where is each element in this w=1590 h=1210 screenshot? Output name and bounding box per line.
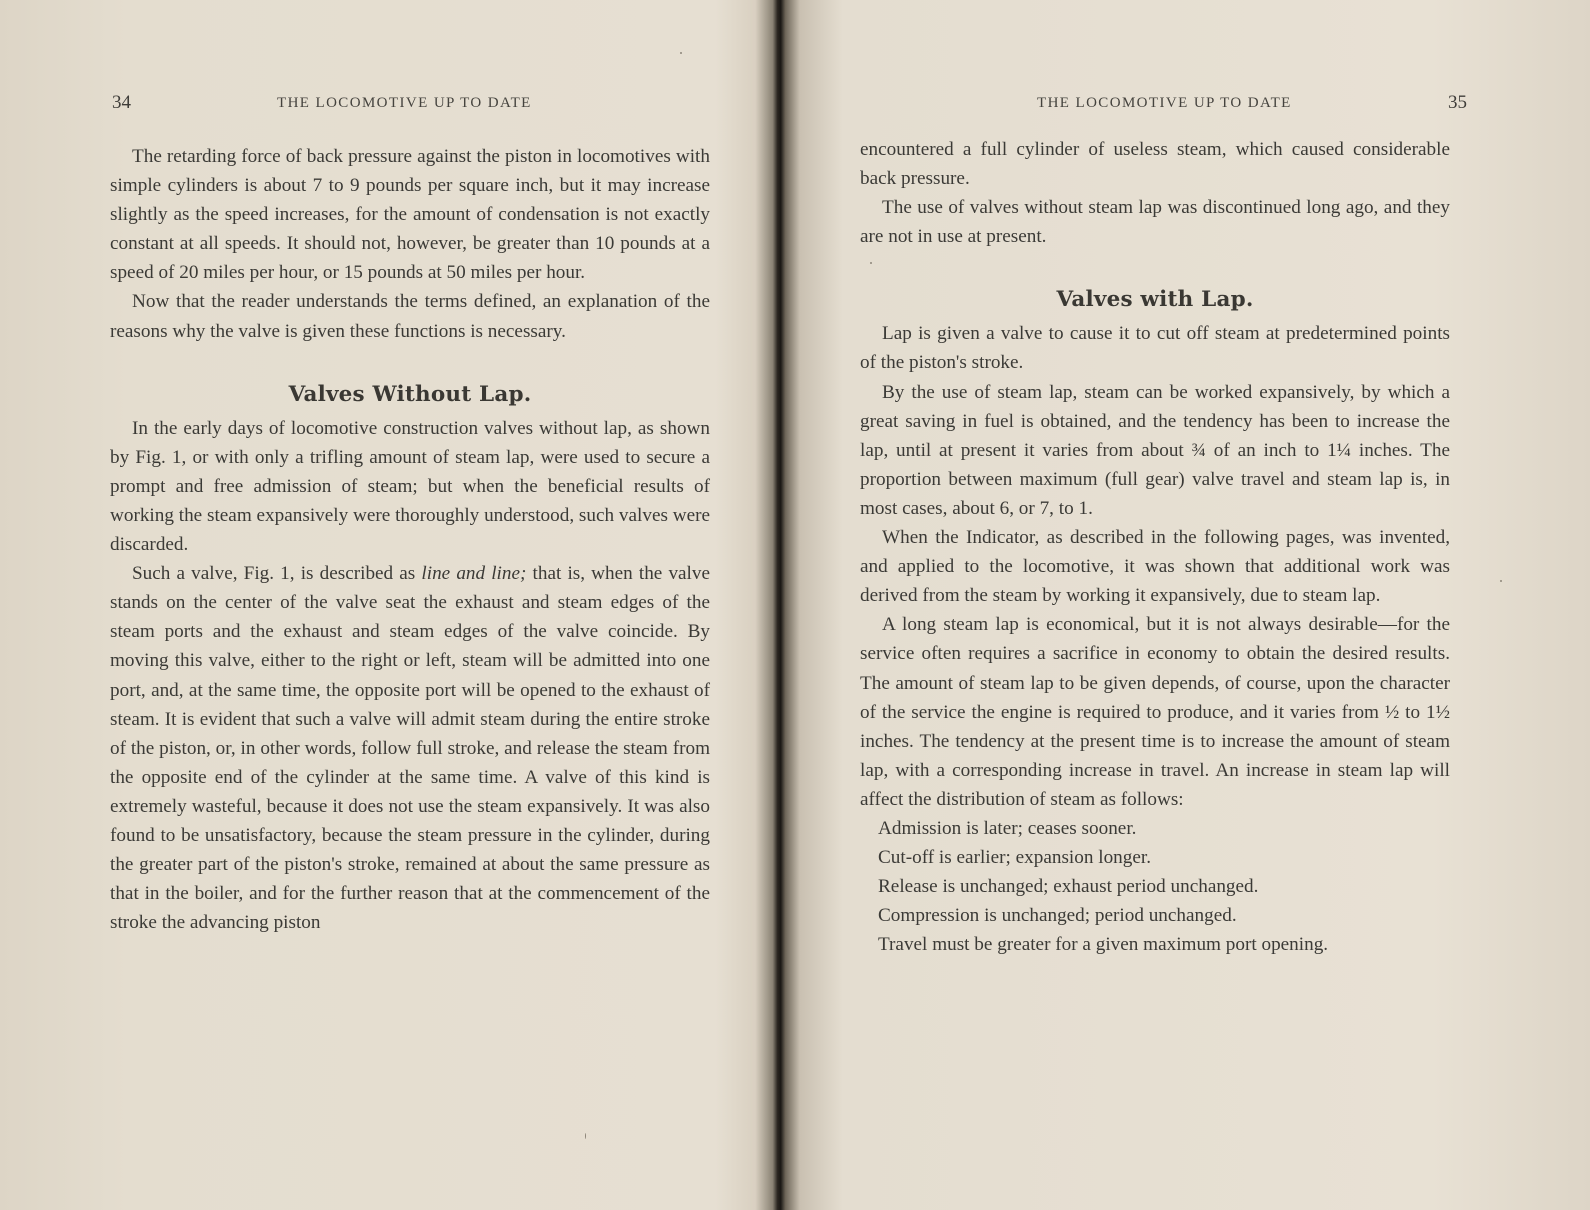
left-page-body: [110, 142, 710, 937]
paragraph: The use of valves without steam lap was discontinued long ago, and they are not in use at present.: [860, 197, 1450, 248]
paragraph: Now that the reader understands the terms defined, an explanation of the reasons why the valve is given these functions is necessary.: [110, 291, 710, 342]
list-item: Admission is later; ceases sooner.: [878, 817, 1137, 839]
paper-speck: [870, 262, 872, 264]
right-page: [780, 0, 1590, 1210]
list-item: Travel must be greater for a given maximum port opening.: [878, 934, 1329, 956]
paragraph: When the Indicator, as described in the following pages, was invented, and applied to the locomotive, it was shown that additional work was derived from the steam by working it expansively, due to steam lap.: [860, 527, 1450, 607]
paragraph: The retarding force of back pressure against the piston in locomotives with simple cylinders is about 7 to 9 pounds per square inch, but it may increase slightly as the speed increases, for the amount of condensation is not exactly constant at all speeds. It should not, however, be greater than 10 pounds at a speed of 20 miles per hour, or 15 pounds at 50 miles per hour.: [110, 146, 710, 284]
page-number: 34: [112, 92, 131, 113]
list-item: Cut-off is earlier; expansion longer.: [878, 847, 1151, 869]
section-heading: Valves with Lap.: [1056, 287, 1254, 313]
paper-speck: [1500, 580, 1502, 582]
running-head: THE LOCOMOTIVE UP TO DATE: [1037, 95, 1292, 111]
list-item: Release is unchanged; exhaust period unchanged.: [878, 876, 1259, 898]
left-page: [0, 0, 770, 1210]
paragraph-text: that is, when the valve stands on the center of the valve seat the exhaust and steam edges of the steam ports and the exhaust and steam edges of the valve coincide. By moving this valve, either to the right or left, steam will be admitted into one port, and, at the same time, the opposite port will be opened to the exhaust of steam. It is evident that such a valve will admit steam during the entire stroke of the piston, or, in other words, follow full stroke, and release the steam from the opposite end of the cylinder at the same time. A valve of this kind is extremely wasteful, because it does not use the steam expansively. It was also found to be unsatisfactory, because the steam pressure in the cylinder, during the greater part of the piston's stroke, remained at about the same pressure as that in the boiler, and for the further reason that at the commencement of the stroke the advancing piston: [110, 563, 711, 934]
paragraph: By the use of steam lap, steam can be worked expansively, by which a great saving in fuel is obtained, and the tendency has been to increase the lap, until at present it varies from about ¾ of an inch to 1¼ inches. The proportion between maximum (full gear) valve travel and steam lap is, in most cases, about 6, or 7, to 1.: [860, 381, 1450, 519]
list-item: Compression is unchanged; period unchanged.: [878, 905, 1237, 927]
continued-paragraph: encountered a full cylinder of useless steam, which caused considerable back pressure.: [860, 139, 1450, 190]
paragraph: Lap is given a valve to cause it to cut off steam at predetermined points of the piston's stroke.: [860, 323, 1450, 374]
paragraph: A long steam lap is economical, but it is not always desirable—for the service often requires a sacrifice in economy to obtain the desired results. The amount of steam lap to be given depends, of course, upon the character of the service the engine is required to produce, and it varies from ½ to 1½ inches. The tendency at the present time is to increase the amount of steam lap, with a corresponding increase in travel. An increase in steam lap will affect the distribution of steam as follows:: [860, 614, 1450, 810]
paragraph: [110, 559, 710, 937]
paragraph: In the early days of locomotive construction valves without lap, as shown by Fig. 1, or with only a trifling amount of steam lap, were used to secure a prompt and free admission of steam; but when the beneficial results of working the steam expansively were thoroughly understood, such valves were discarded.: [110, 417, 710, 556]
section-heading: Valves Without Lap.: [288, 381, 532, 407]
running-head: THE LOCOMOTIVE UP TO DATE: [277, 95, 532, 111]
italic-term: line and line;: [421, 563, 527, 585]
paper-speck: [680, 52, 682, 54]
paragraph-text: Such a valve, Fig. 1, is described as: [132, 563, 422, 585]
page-number: 35: [1448, 92, 1467, 113]
right-page-body: [860, 135, 1450, 959]
paper-speck: [585, 1133, 586, 1139]
